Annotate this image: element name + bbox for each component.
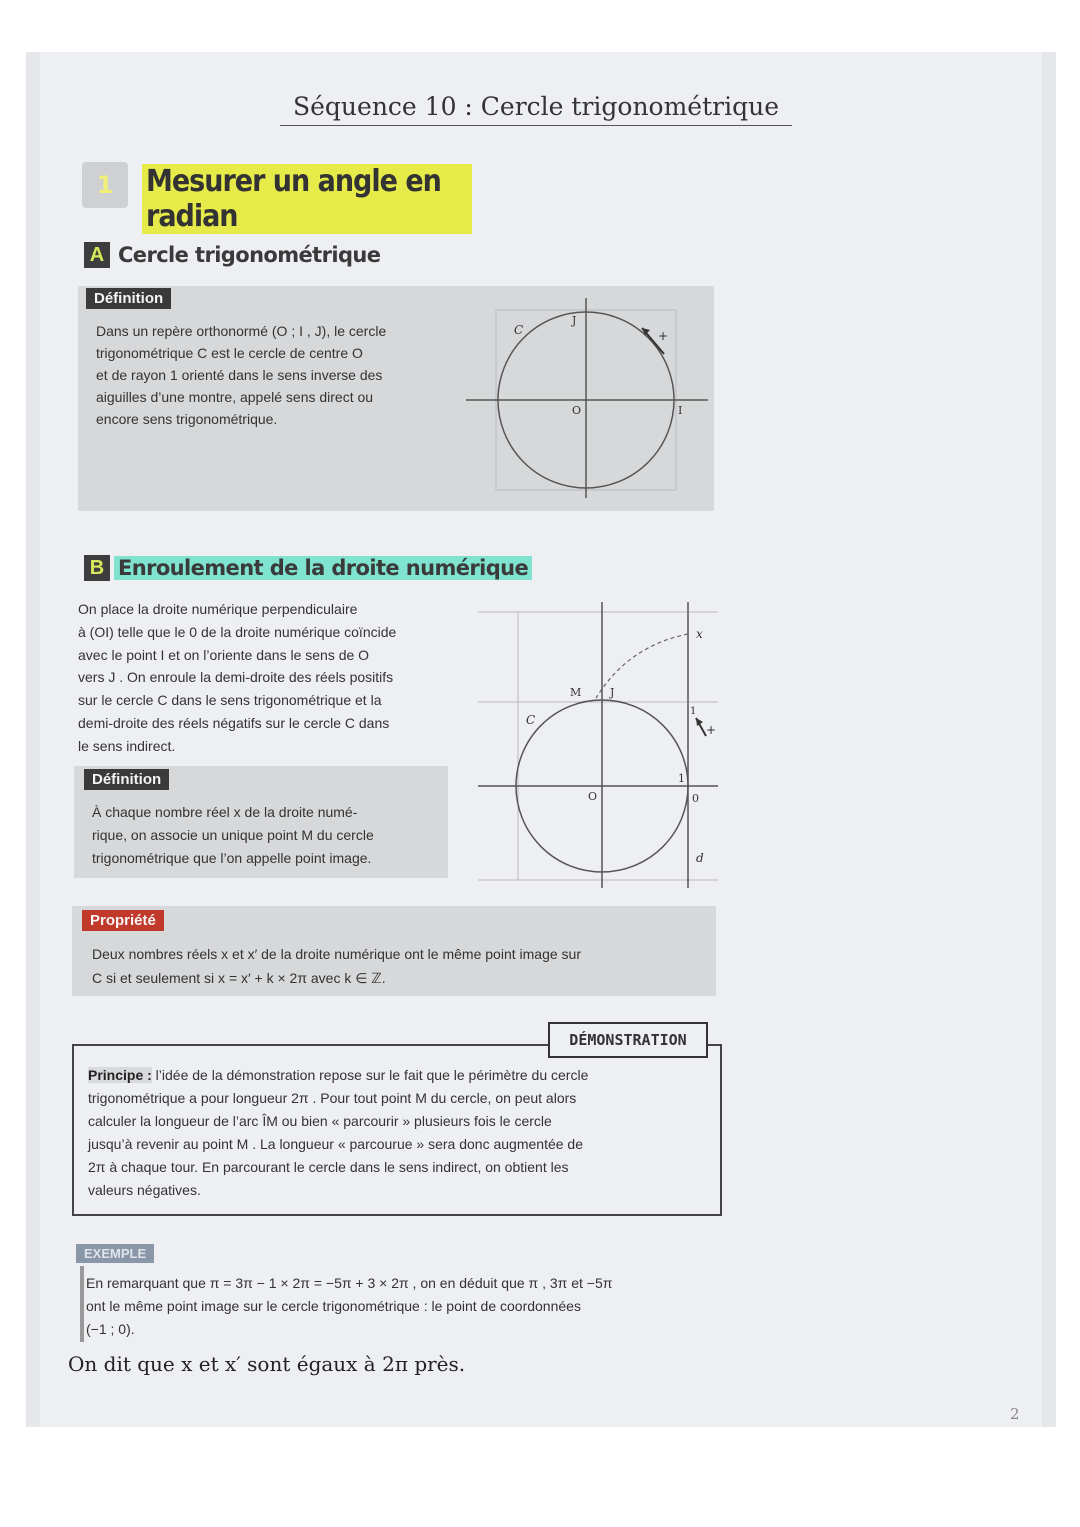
exemple-text [86,1272,716,1341]
definition-a-line: aiguilles d’une montre, appelé sens direct ou [96,389,374,405]
definition-b-line: À chaque nombre réel x de la droite numé- [92,804,358,820]
propriete-line: C si et seulement si x = x′ + k × 2π avec k ∈ ℤ. [92,970,386,986]
definition-a-text [96,320,466,430]
subsection-b-line: le sens indirect. [78,737,176,754]
subsection-b-line: sur le cercle C dans le sens trigonométrique et la [78,692,382,709]
label-zero: 0 [692,792,699,805]
demonstration-line: valeurs négatives. [88,1182,201,1198]
label-c-b: C [526,713,536,727]
subsection-b-text [78,598,478,758]
demonstration-line: l’idée de la démonstration repose sur le fait que le périmètre du cercle [151,1067,589,1083]
exemple-line: En remarquant que π = 3π − 1 × 2π = −5π + 3 × 2π , on en déduit que π , 3π et −5π [86,1275,613,1291]
label-one-i: 1 [678,772,685,785]
subsection-b-line: à (OI) telle que le 0 de la droite numérique coïncide [78,623,397,640]
subsection-b-line: On place la droite numérique perpendiculaire [78,601,358,617]
demonstration-text [88,1064,708,1202]
exemple-line: (−1 ; 0). [86,1321,135,1337]
definition-b-text [92,801,442,870]
page-title: Séquence 10 : Cercle trigonométrique [280,92,792,126]
label-o-b: O [588,790,598,803]
definition-a-line: et de rayon 1 orienté dans le sens inverse des [96,367,383,383]
propriete-line: Deux nombres réels x et x′ de la droite numérique ont le même point image sur [92,946,581,962]
subsection-a-title: Cercle trigonométrique [118,243,381,267]
definition-tag-b: Définition [84,769,169,790]
subsection-b-line: vers J . On enroule la demi-droite des réels positifs [78,669,394,686]
exemple-side-bar [80,1266,84,1342]
exemple-line: ont le même point image sur le cercle trigonométrique : le point de coordonnées [86,1298,581,1314]
demonstration-line: trigonométrique a pour longueur 2π . Pour tout point M du cercle, on peut alors [88,1090,577,1106]
trig-circle-figure [466,292,712,506]
label-o: O [572,404,582,417]
label-m: M [570,686,582,699]
definition-b-line: trigonométrique que l’on appelle point image. [92,850,372,866]
label-one-top: 1 [690,706,697,717]
page-number: 2 [1010,1405,1020,1423]
propriete-text [92,942,712,990]
definition-a-line: Dans un repère orthonormé (O ; I , J), le cercle [96,323,387,339]
label-i: I [678,404,683,417]
figure-b-grid [478,612,718,880]
definition-tag-a: Définition [86,288,171,309]
definition-a-line: trigonométrique C est le cercle de centre O [96,345,363,361]
principe-label: Principe : [88,1067,152,1083]
closing-sentence: On dit que x et x′ sont égaux à 2π près. [68,1352,466,1376]
label-plus-b: + [706,723,717,737]
label-d: d [696,851,704,865]
label-j-b: J [610,686,615,699]
label-c: C [514,323,524,337]
subsection-a-heading [84,242,384,272]
demonstration-line: jusqu’à revenir au point M . La longueur « parcourue » sera donc augmentée de [88,1136,583,1152]
label-x: x [696,627,703,641]
section-title: Mesurer un angle en radian [142,164,472,234]
demonstration-line: calculer la longueur de l’arc ÎM ou bien « parcourir » plusieurs fois le cercle [88,1113,552,1129]
section-heading [82,162,472,234]
exemple-tag: EXEMPLE [76,1244,154,1263]
subsection-b-letter: B [84,555,110,581]
definition-b-line: rique, on associe un unique point M du cercle [92,827,374,843]
subsection-b-title: Enroulement de la droite numérique [114,556,532,580]
subsection-b-line: demi-droite des réels négatifs sur le cercle C dans [78,714,390,731]
subsection-a-letter: A [84,242,110,268]
demonstration-label: DÉMONSTRATION [548,1022,708,1058]
demonstration-line: 2π à chaque tour. En parcourant le cercle dans le sens indirect, on obtient les [88,1159,569,1175]
label-plus: + [658,329,669,343]
label-j: J [572,314,577,327]
propriete-tag: Propriété [82,910,164,931]
subsection-b-heading [84,555,532,585]
subsection-b-line: avec le point I et on l’oriente dans le sens de O [78,646,370,663]
demonstration-first-line [88,1064,708,1087]
definition-a-line: encore sens trigonométrique. [96,411,278,427]
section-number: 1 [82,162,128,208]
wrapping-figure [478,598,720,890]
